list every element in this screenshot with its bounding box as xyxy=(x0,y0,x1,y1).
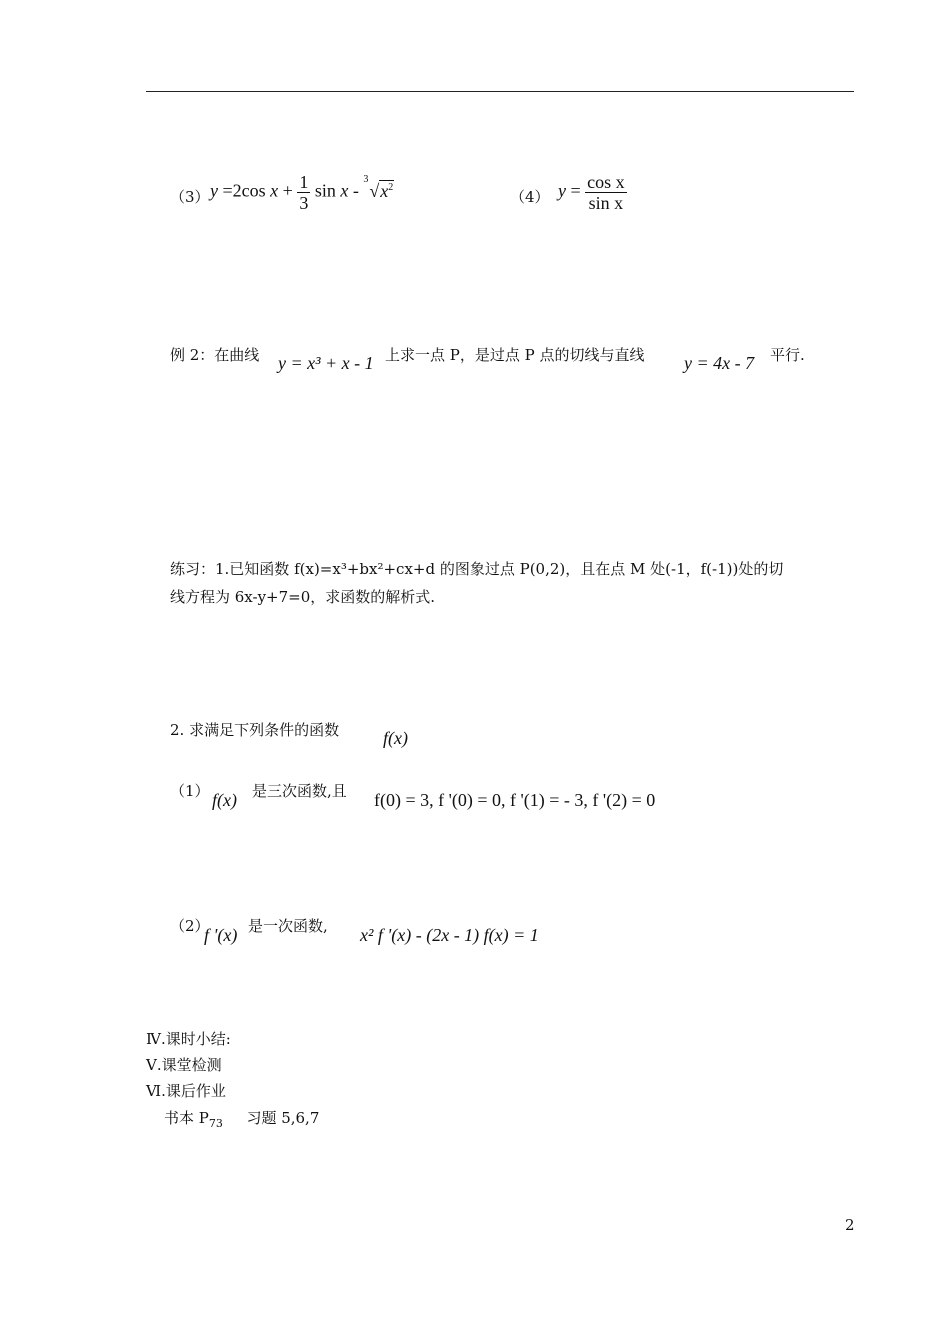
homework-book: 书本 P xyxy=(164,1109,209,1127)
example-2-middle: 上求一点 P，是过点 P 点的切线与直线 xyxy=(385,346,645,364)
example-2-line: y = 4x - 7 xyxy=(684,353,755,373)
var-x: x xyxy=(340,180,349,201)
exercise-2-intro: 2. 求满足下列条件的函数 xyxy=(170,721,340,739)
var-y: y xyxy=(558,180,566,201)
item-4-label: （4） xyxy=(510,188,550,206)
fraction-denominator: 3 xyxy=(299,193,309,213)
homework-tasks: 习题 5,6,7 xyxy=(246,1109,320,1127)
header-rule xyxy=(146,91,854,92)
sub-2-text: 是一次函数, xyxy=(248,917,328,935)
sub-2-equation: x² f '(x) - (2x - 1) f(x) = 1 xyxy=(360,925,539,945)
homework-page: 73 xyxy=(208,1117,223,1130)
section-summary: Ⅳ.课时小结: xyxy=(146,1030,231,1048)
sub-2-label: （2） xyxy=(170,917,210,935)
exercise-1-line-1: 练习：1.已知函数 f(x)=x³+bx²+cx+d 的图象过点 P(0,2)，且在点 M 处(-1，f(-1))处的切 xyxy=(170,560,784,578)
root-index: 3 xyxy=(363,173,369,185)
section-homework: Ⅵ.课后作业 xyxy=(146,1082,226,1100)
root-exponent: 2 xyxy=(388,181,394,193)
fraction-numerator: 1 xyxy=(299,172,309,192)
sub-2-fprime: f '(x) xyxy=(204,925,238,945)
eq-text: =2cos xyxy=(222,180,266,201)
sin-text: sin xyxy=(314,180,336,201)
plus-sign: + xyxy=(282,180,293,201)
sub-1-conditions: f(0) = 3, f '(0) = 0, f '(1) = - 3, f '(2) = 0 xyxy=(374,790,656,810)
example-2-curve: y = x³ + x - 1 xyxy=(278,353,374,373)
eq-text: = xyxy=(570,180,581,201)
page-number: 2 xyxy=(845,1216,855,1234)
cube-root: 3 $√x^2$ xyxy=(363,173,394,201)
fraction-cos-sin xyxy=(585,172,627,213)
var-x: x xyxy=(270,180,279,201)
sub-1-label: （1） xyxy=(170,782,210,800)
exercise-1-line-2: 线方程为 6x-y+7=0，求函数的解析式. xyxy=(170,588,436,606)
var-y: y xyxy=(210,180,218,201)
item-3-label: （3） xyxy=(170,188,210,206)
example-2-prefix: 例 2：在曲线 xyxy=(170,346,260,364)
example-2-suffix: 平行. xyxy=(770,346,805,364)
section-class-test: Ⅴ.课堂检测 xyxy=(146,1056,222,1074)
item-3-formula xyxy=(210,172,394,213)
sub-1-text: 是三次函数,且 xyxy=(252,782,347,800)
fraction-numerator: cos x xyxy=(587,172,625,192)
minus-sign: - xyxy=(352,180,359,201)
homework-line xyxy=(164,1107,319,1130)
sub-1-fx: f(x) xyxy=(212,790,237,810)
fraction-one-third xyxy=(297,172,310,213)
root-radicand: x xyxy=(380,180,389,201)
exercise-2-fx: f(x) xyxy=(383,728,408,748)
fraction-denominator: sin x xyxy=(588,193,624,213)
item-4-formula xyxy=(558,172,627,213)
